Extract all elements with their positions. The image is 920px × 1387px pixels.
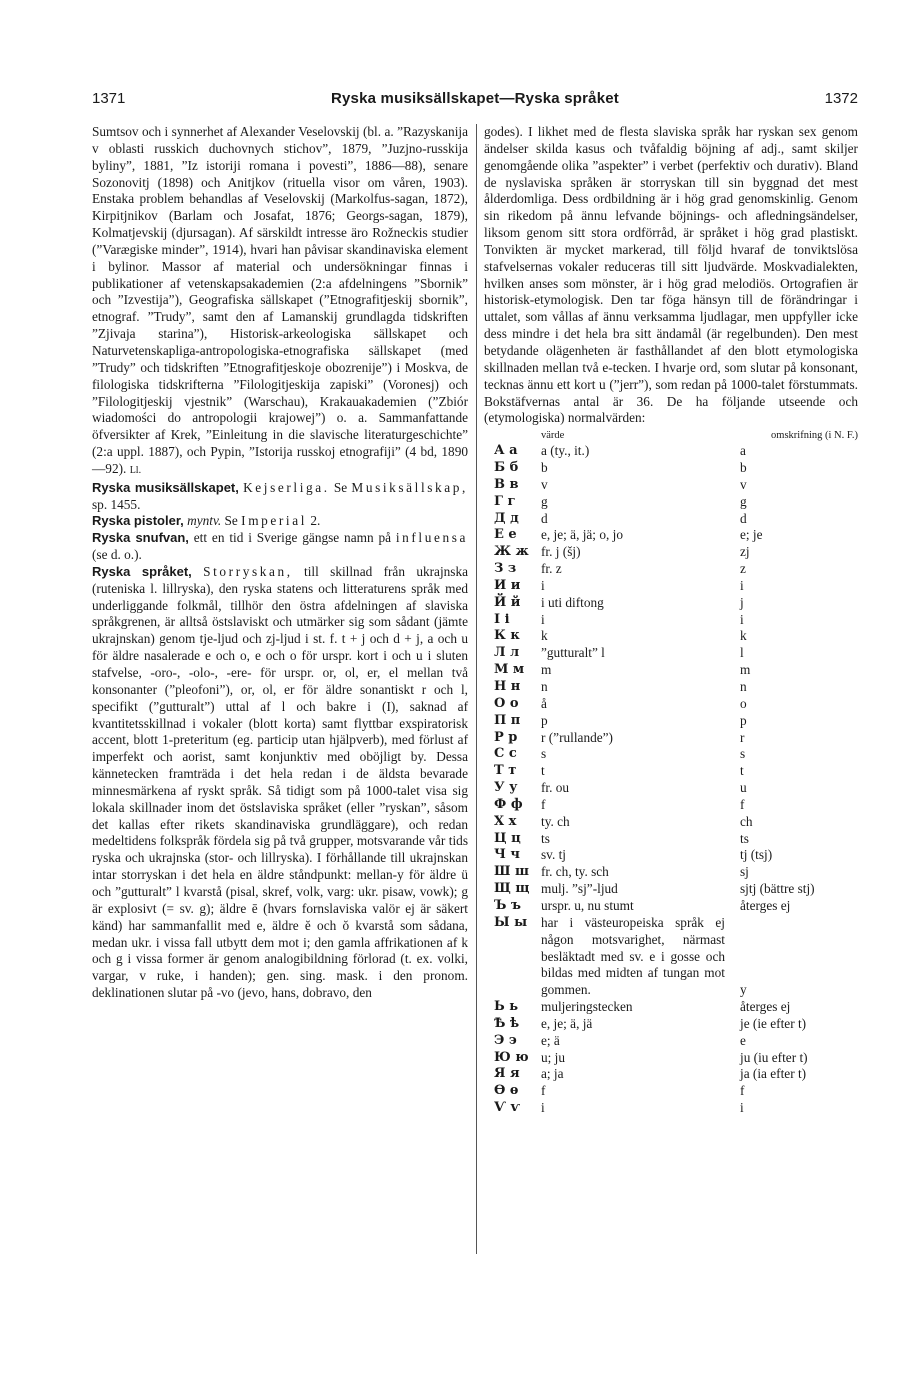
- page-number-right: 1372: [824, 90, 858, 107]
- letter-value: fr. z: [541, 561, 562, 577]
- alphabet-row: [484, 864, 858, 881]
- letter-transliteration: f: [740, 796, 745, 812]
- letter-value: sv. tj: [541, 847, 566, 863]
- entry-alias: Storryskan,: [203, 563, 293, 579]
- cyrillic-letter: О о: [494, 695, 519, 711]
- letter-transliteration: zj: [740, 544, 750, 560]
- letter-value: s: [541, 746, 547, 762]
- cyrillic-letter: И и: [494, 577, 521, 593]
- alphabet-row: [484, 443, 858, 460]
- letter-value: i: [541, 1100, 545, 1116]
- letter-transliteration: j: [740, 594, 744, 610]
- letter-transliteration: n: [740, 679, 747, 694]
- letter-value: ty. ch: [541, 813, 570, 829]
- column-divider: [476, 124, 477, 1254]
- entry-text: myntv.: [187, 513, 222, 529]
- letter-transliteration: e: [740, 1032, 746, 1048]
- entry-text: sp. 1455.: [92, 496, 141, 512]
- alphabet-row: [484, 561, 858, 578]
- cyrillic-letter: З з: [494, 561, 517, 577]
- folklore-text: Sumtsov och i synnerhet af Alexander Veselovskij (bl. a. ”Razyskanija v oblasti russkich duchovnych stichov”, 1879, ”Juzjno-russkija byliny”, 1881, ”Iz istoriji romana i povesti”, 1886—88), senare Sozonovitj (1898) och Anitjkov (rituella visor om våren, 1903). Enstaka problem behandlas af Veselovskij (Markolfus-sagan, 1872), Kirpitjnikov (Barlam och Josafat, 1876; Georgs-sagan, 1879), Kolmatjevskij (djursagan). Af särskildt intresse äro Rožneckis studier (”Varægiske minder”, 1914), hvari han påvisar skandinaviska element i bylinor. Massor af material och undersökningar finnas i publikationer af vetenskapsakademien (2:a afdelningens ”Sbornik” och ”Izvestija”), Geografiska sällskapet (”Etnografitjeskij sbornik”, etnograf. ”Trudy”, samt den af Lamanskij grundlagda tidskriften ”Zjivaja starina”), Historisk-arkeologiska sällskapet och Naturvetenskapliga-antropologiska-etnografiska sällskapet (med ”Trudy” och tidskriften ”Etnografitjeskoje obozrenije”) i Moskva, de filologiska tidskrifterna ”Filologitjeskija zapiski” (Voronesj) och ”Filologitjeskij vjestnik” (Warschau), Krakauakademien (”Zbiór wiadomości do antropologii krajowej”) o. a. Sammanfattande öfversikter af Krek, ”Einleitung in die slavische literaturgeschichte” (2:a uppl. 1887), och Pypin, ”Istorija russkoj etnografiji” (4 bd, 1890—92).: [92, 124, 468, 476]
- entry-text: till skillnad från ukrajnska (ruteniska l. lillryska), den ryska statens och litteraturens språk med underliggande folkmål, tillhör den östra afdelningen af slaviska språkgrenen, är alltså östslaviskt och utmärker sig som sådant (jämte ukrajnskan) genom tje-ljud och zj-ljud i st. f. t + j och d + j, a och u för äldre nasalerade e och o, e och o för urspr. kort i och u i sluten stafvelse, -oro-, -olo-, -ere- för urspr. or, ol, er, el mellan två konsonanter (”pleofoni”), or, ol, er för äldre sonantiskt r och l, specifikt (”gutturalt”) uttal af l och bakre i (I), saknad af kvantitetsskillnad i vokaler (blott korta) samt flyttbar exspiratorisk accent, blott 1-preteritum (eg. particip utan hjälpverb), med förlust af imperfekt och aorist, samt konjunktiv med oböjligt by. Dessa kännetecken framträda i det hela redan i de äldsta bevarade minnesmärkena af ryskt språk. Så tidigt som på 1000-talet visa sig lokala skillnader inom det östslaviska språket (eller ”ryskan”, såsom det kallas efter rikets skandinaviska grundläggare), och redan medeltidens folkspråk fördela sig på två grupper, motsvarande vår tids ryska och ukrajnska (stor- och lillryska). I förhållande till ukrajnskan intar storryskan i det hela en äldre ståndpunkt: mellan-y för äldre ü och ”gutturalt” l kvarstå (pisal, skref, volk, varg: ukr. pisaw, vowk); g är explosivt (= sv. g); äldre ē (hvars fornslaviska valör ej är säkert känd) har sammanfallit med e, äldre ĕ och ŏ kvarstå som sådana, medan ukr. i vissa fall utbytt dem mot i; den gamla affrikationen af k och g i vissa former är genom analogibildning förlorad (t. ex. volki, vargar, v ruke, i handen); gen. sing. mask. i den pronom. deklinationen slutar på -vo (jevo, hans, dobravo, den: [92, 563, 469, 1001]
- cyrillic-letter: Л л: [494, 645, 520, 661]
- letter-value: å: [541, 695, 547, 711]
- cyrillic-letter: Ѣ ѣ: [494, 1015, 520, 1031]
- alphabet-row: [484, 797, 858, 814]
- cyrillic-letter: Я я: [494, 1066, 520, 1082]
- alphabet-row: [484, 679, 858, 696]
- alphabet-row: [484, 814, 858, 831]
- cyrillic-letter: М м: [494, 662, 525, 678]
- letter-transliteration: r: [740, 729, 745, 745]
- letter-transliteration: e; je: [740, 527, 763, 543]
- letter-value: v: [541, 476, 548, 492]
- letter-transliteration: z: [740, 561, 746, 577]
- cyrillic-letter: Г г: [494, 493, 516, 509]
- letter-value: u; ju: [541, 1049, 566, 1065]
- entry-text: 2.: [310, 513, 321, 529]
- cyrillic-letter: Ш ш: [494, 864, 529, 880]
- alphabet-row: [484, 831, 858, 848]
- cross-reference-link[interactable]: Musiksällskap,: [351, 479, 468, 495]
- alphabet-row: [484, 1066, 858, 1083]
- alphabet-row: [484, 881, 858, 898]
- cyrillic-letter: Ю ю: [494, 1049, 529, 1065]
- language-paragraph: godes). I likhet med de flesta slaviska språk har ryskan sex genom ändelser skilda kasus och tvåfaldig böjning af adj., samt skiljer genomgående olika ”aspekter” i verbet (perfektiv och durativ). Bland de nyslaviska språken är storryskan till sin byggnad det mest ålderdomliga. Dess ordbildning är i hög grad genomskinlig. Genom sin rikedom på ännu lefvande böjnings- och afledningsändelser, liksom genom sitt stora ordförråd, är språket i hög grad plastiskt. Tonvikten är mycket markerad, till följd hvaraf de tonviktslösa stafvelsernas vokaler reduceras till sitt ljudvärde. Moskvadialekten, hvilken anses som mönster, är i hög grad melodiös. Ortografien är historisk-etymologisk. Den tar föga hänsyn till de förändringar i uttalet, som vållas af ännu verksamma ljudlagar, men uppfyller icke dess mindre i det hela bra sitt ändamål (är regelbunden). Den mest betydande olägenheten är fasthållandet af den blott etymologiska skillnaden mellan två e-tecken. I hvarje ord, som slutar på konsonant, tecknas ännu ett kort u (”jerr”), som redan på 1000-talet förstummats. Bokstäfvernas antal är 36. De ha följande utseende och (etymologiska) normalvärden:: [484, 124, 858, 426]
- letter-transliteration: sj: [740, 864, 749, 880]
- letter-transliteration: k: [740, 628, 747, 644]
- letter-transliteration: m: [740, 662, 751, 678]
- alphabet-rows: [484, 443, 858, 1117]
- cyrillic-letter: У у: [494, 780, 518, 796]
- letter-transliteration: u: [740, 780, 747, 796]
- letter-value: urspr. u, nu stumt: [541, 897, 634, 913]
- cyrillic-letter: Ѳ ѳ: [494, 1083, 519, 1099]
- entry-text: Kejserliga.: [243, 479, 330, 495]
- alphabet-row: [484, 1033, 858, 1050]
- alphabet-row: [484, 477, 858, 494]
- alphabet-row: [484, 1083, 858, 1100]
- letter-transliteration: ja (ia efter t): [740, 1066, 807, 1082]
- alphabet-row: [484, 898, 858, 915]
- letter-value: b: [541, 460, 548, 476]
- entry-text: (se d. o.).: [92, 547, 142, 563]
- cyrillic-letter: Т т: [494, 763, 517, 779]
- letter-value: r (”rullande”): [541, 729, 613, 745]
- cyrillic-letter: К к: [494, 628, 520, 644]
- letter-transliteration: i: [740, 577, 744, 593]
- letter-transliteration: je (ie efter t): [740, 1015, 807, 1031]
- alphabet-row: [484, 713, 858, 730]
- letter-transliteration: a: [740, 443, 746, 459]
- entry-musiksallskapet: [92, 480, 468, 514]
- letter-value: muljeringstecken: [541, 999, 633, 1015]
- folklore-paragraph: [92, 124, 468, 480]
- letter-transliteration: t: [740, 763, 744, 779]
- alphabet-row: [484, 527, 858, 544]
- entry-headword: Ryska pistoler,: [92, 513, 184, 529]
- cyrillic-letter: Щ щ: [494, 881, 530, 897]
- letter-value: a; ja: [541, 1066, 564, 1082]
- cross-reference-link[interactable]: Imperial: [241, 513, 308, 529]
- entry-headword: Ryska språket,: [92, 563, 192, 579]
- letter-value: har i västeuropeiska språk ej någon motsvarighet, närmast besläktadt med sv. e i gosse och bildas med midten af tungan mot gommen.: [541, 914, 725, 998]
- cyrillic-letter: Ѵ ѵ: [494, 1100, 521, 1116]
- column-header-translit: omskrifning (i N. F.): [771, 430, 858, 442]
- alphabet-row: [484, 730, 858, 747]
- letter-value: e, je; ä, jä; o, jo: [541, 527, 623, 543]
- letter-transliteration: f: [740, 1083, 745, 1099]
- author-signature: Ll.: [129, 464, 142, 476]
- letter-transliteration: d: [740, 510, 747, 526]
- letter-value: i: [541, 577, 545, 593]
- cyrillic-letter: С с: [494, 746, 517, 762]
- alphabet-row: [484, 544, 858, 561]
- letter-value: ”gutturalt” l: [541, 645, 605, 661]
- cyrillic-letter: Б б: [494, 460, 519, 476]
- alphabet-row: [484, 628, 858, 645]
- alphabet-row: [484, 999, 858, 1016]
- cyrillic-letter: Ф ф: [494, 796, 523, 812]
- letter-transliteration: i: [740, 611, 744, 627]
- cyrillic-letter: Ж ж: [494, 544, 529, 560]
- letter-value: fr. j (šj): [541, 544, 581, 560]
- letter-transliteration: b: [740, 460, 747, 476]
- letter-value: a (ty., it.): [541, 443, 590, 459]
- letter-value: k: [541, 628, 548, 644]
- letter-value: ts: [541, 830, 550, 846]
- alphabet-row: [484, 595, 858, 612]
- letter-transliteration: l: [740, 645, 744, 661]
- cyrillic-letter: Е е: [494, 527, 517, 543]
- alphabet-row: [484, 746, 858, 763]
- cyrillic-letter: В в: [494, 476, 519, 492]
- alphabet-row: [484, 612, 858, 629]
- alphabet-table-header: [484, 429, 858, 443]
- column-header-value: värde: [541, 430, 565, 442]
- page-number-left: 1371: [92, 90, 126, 107]
- letter-transliteration: g: [740, 493, 747, 509]
- letter-transliteration: s: [740, 746, 746, 762]
- cyrillic-letter: Д д: [494, 510, 519, 526]
- alphabet-row: [484, 763, 858, 780]
- alphabet-row: [484, 915, 858, 999]
- entry-headword: Ryska snufvan,: [92, 530, 189, 546]
- letter-transliteration: ch: [740, 813, 753, 829]
- letter-transliteration: återges ej: [740, 999, 791, 1015]
- letter-transliteration: i: [740, 1100, 744, 1116]
- cyrillic-letter: Р р: [494, 729, 518, 745]
- letter-transliteration: sjtj (bättre stj): [740, 881, 815, 897]
- alphabet-row: [484, 780, 858, 797]
- letter-value: i: [541, 611, 545, 627]
- letter-value: t: [541, 763, 545, 779]
- entry-pistoler: [92, 513, 468, 530]
- alphabet-row: [484, 1016, 858, 1033]
- cyrillic-letter: Э э: [494, 1032, 517, 1048]
- alphabet-row: [484, 460, 858, 477]
- letter-value: fr. ch, ty. sch: [541, 864, 609, 880]
- letter-value: e; ä: [541, 1032, 560, 1048]
- cyrillic-letter: Ь ь: [494, 999, 519, 1015]
- page-title: Ryska musiksällskapet—Ryska språket: [330, 90, 619, 107]
- alphabet-row: [484, 1100, 858, 1117]
- entry-snufvan: [92, 530, 468, 564]
- cyrillic-letter: П п: [494, 712, 521, 728]
- alphabet-row: [484, 494, 858, 511]
- cyrillic-letter: Х х: [494, 813, 517, 829]
- letter-value: i uti diftong: [541, 594, 604, 610]
- letter-value: mulj. ”sj”-ljud: [541, 881, 618, 897]
- letter-transliteration: y: [740, 982, 747, 998]
- alphabet-row: [484, 645, 858, 662]
- entry-text: Se: [224, 513, 238, 529]
- letter-transliteration: ts: [740, 830, 749, 846]
- running-head: [92, 90, 858, 112]
- alphabet-row: [484, 511, 858, 528]
- alphabet-table: [484, 429, 858, 1117]
- letter-value: n: [541, 679, 548, 694]
- alphabet-row: [484, 1050, 858, 1067]
- cyrillic-letter: І і: [494, 611, 510, 627]
- alphabet-row: [484, 696, 858, 713]
- letter-transliteration: p: [740, 712, 747, 728]
- entry-text: Se: [333, 479, 348, 495]
- alphabet-row: [484, 662, 858, 679]
- letter-transliteration: ju (iu efter t): [740, 1049, 808, 1065]
- letter-value: fr. ou: [541, 780, 570, 796]
- letter-transliteration: v: [740, 476, 747, 492]
- entry-text: ett en tid i Sverige gängse namn på: [193, 530, 391, 546]
- letter-value: f: [541, 1083, 546, 1099]
- letter-value: g: [541, 493, 548, 509]
- cyrillic-letter: Н н: [494, 679, 521, 694]
- entry-sprak: [92, 564, 468, 1002]
- letter-value: f: [541, 796, 546, 812]
- cyrillic-letter: А а: [494, 443, 518, 459]
- cyrillic-letter: Й й: [494, 594, 521, 610]
- cyrillic-letter: Ц ц: [494, 830, 521, 846]
- letter-value: p: [541, 712, 548, 728]
- cyrillic-letter: Ы ы: [494, 914, 528, 930]
- left-column: [92, 124, 468, 1002]
- entry-headword: Ryska musiksällskapet,: [92, 479, 239, 495]
- alphabet-row: [484, 578, 858, 595]
- cyrillic-letter: Ъ ъ: [494, 897, 521, 913]
- alphabet-row: [484, 847, 858, 864]
- cross-reference-link[interactable]: influensa: [395, 530, 468, 546]
- letter-transliteration: tj (tsj): [740, 847, 773, 863]
- cyrillic-letter: Ч ч: [494, 847, 520, 863]
- letter-value: e, je; ä, jä: [541, 1015, 593, 1031]
- right-column: [484, 124, 858, 1117]
- letter-value: m: [541, 662, 552, 678]
- letter-transliteration: återges ej: [740, 897, 791, 913]
- letter-value: d: [541, 510, 548, 526]
- letter-transliteration: o: [740, 695, 747, 711]
